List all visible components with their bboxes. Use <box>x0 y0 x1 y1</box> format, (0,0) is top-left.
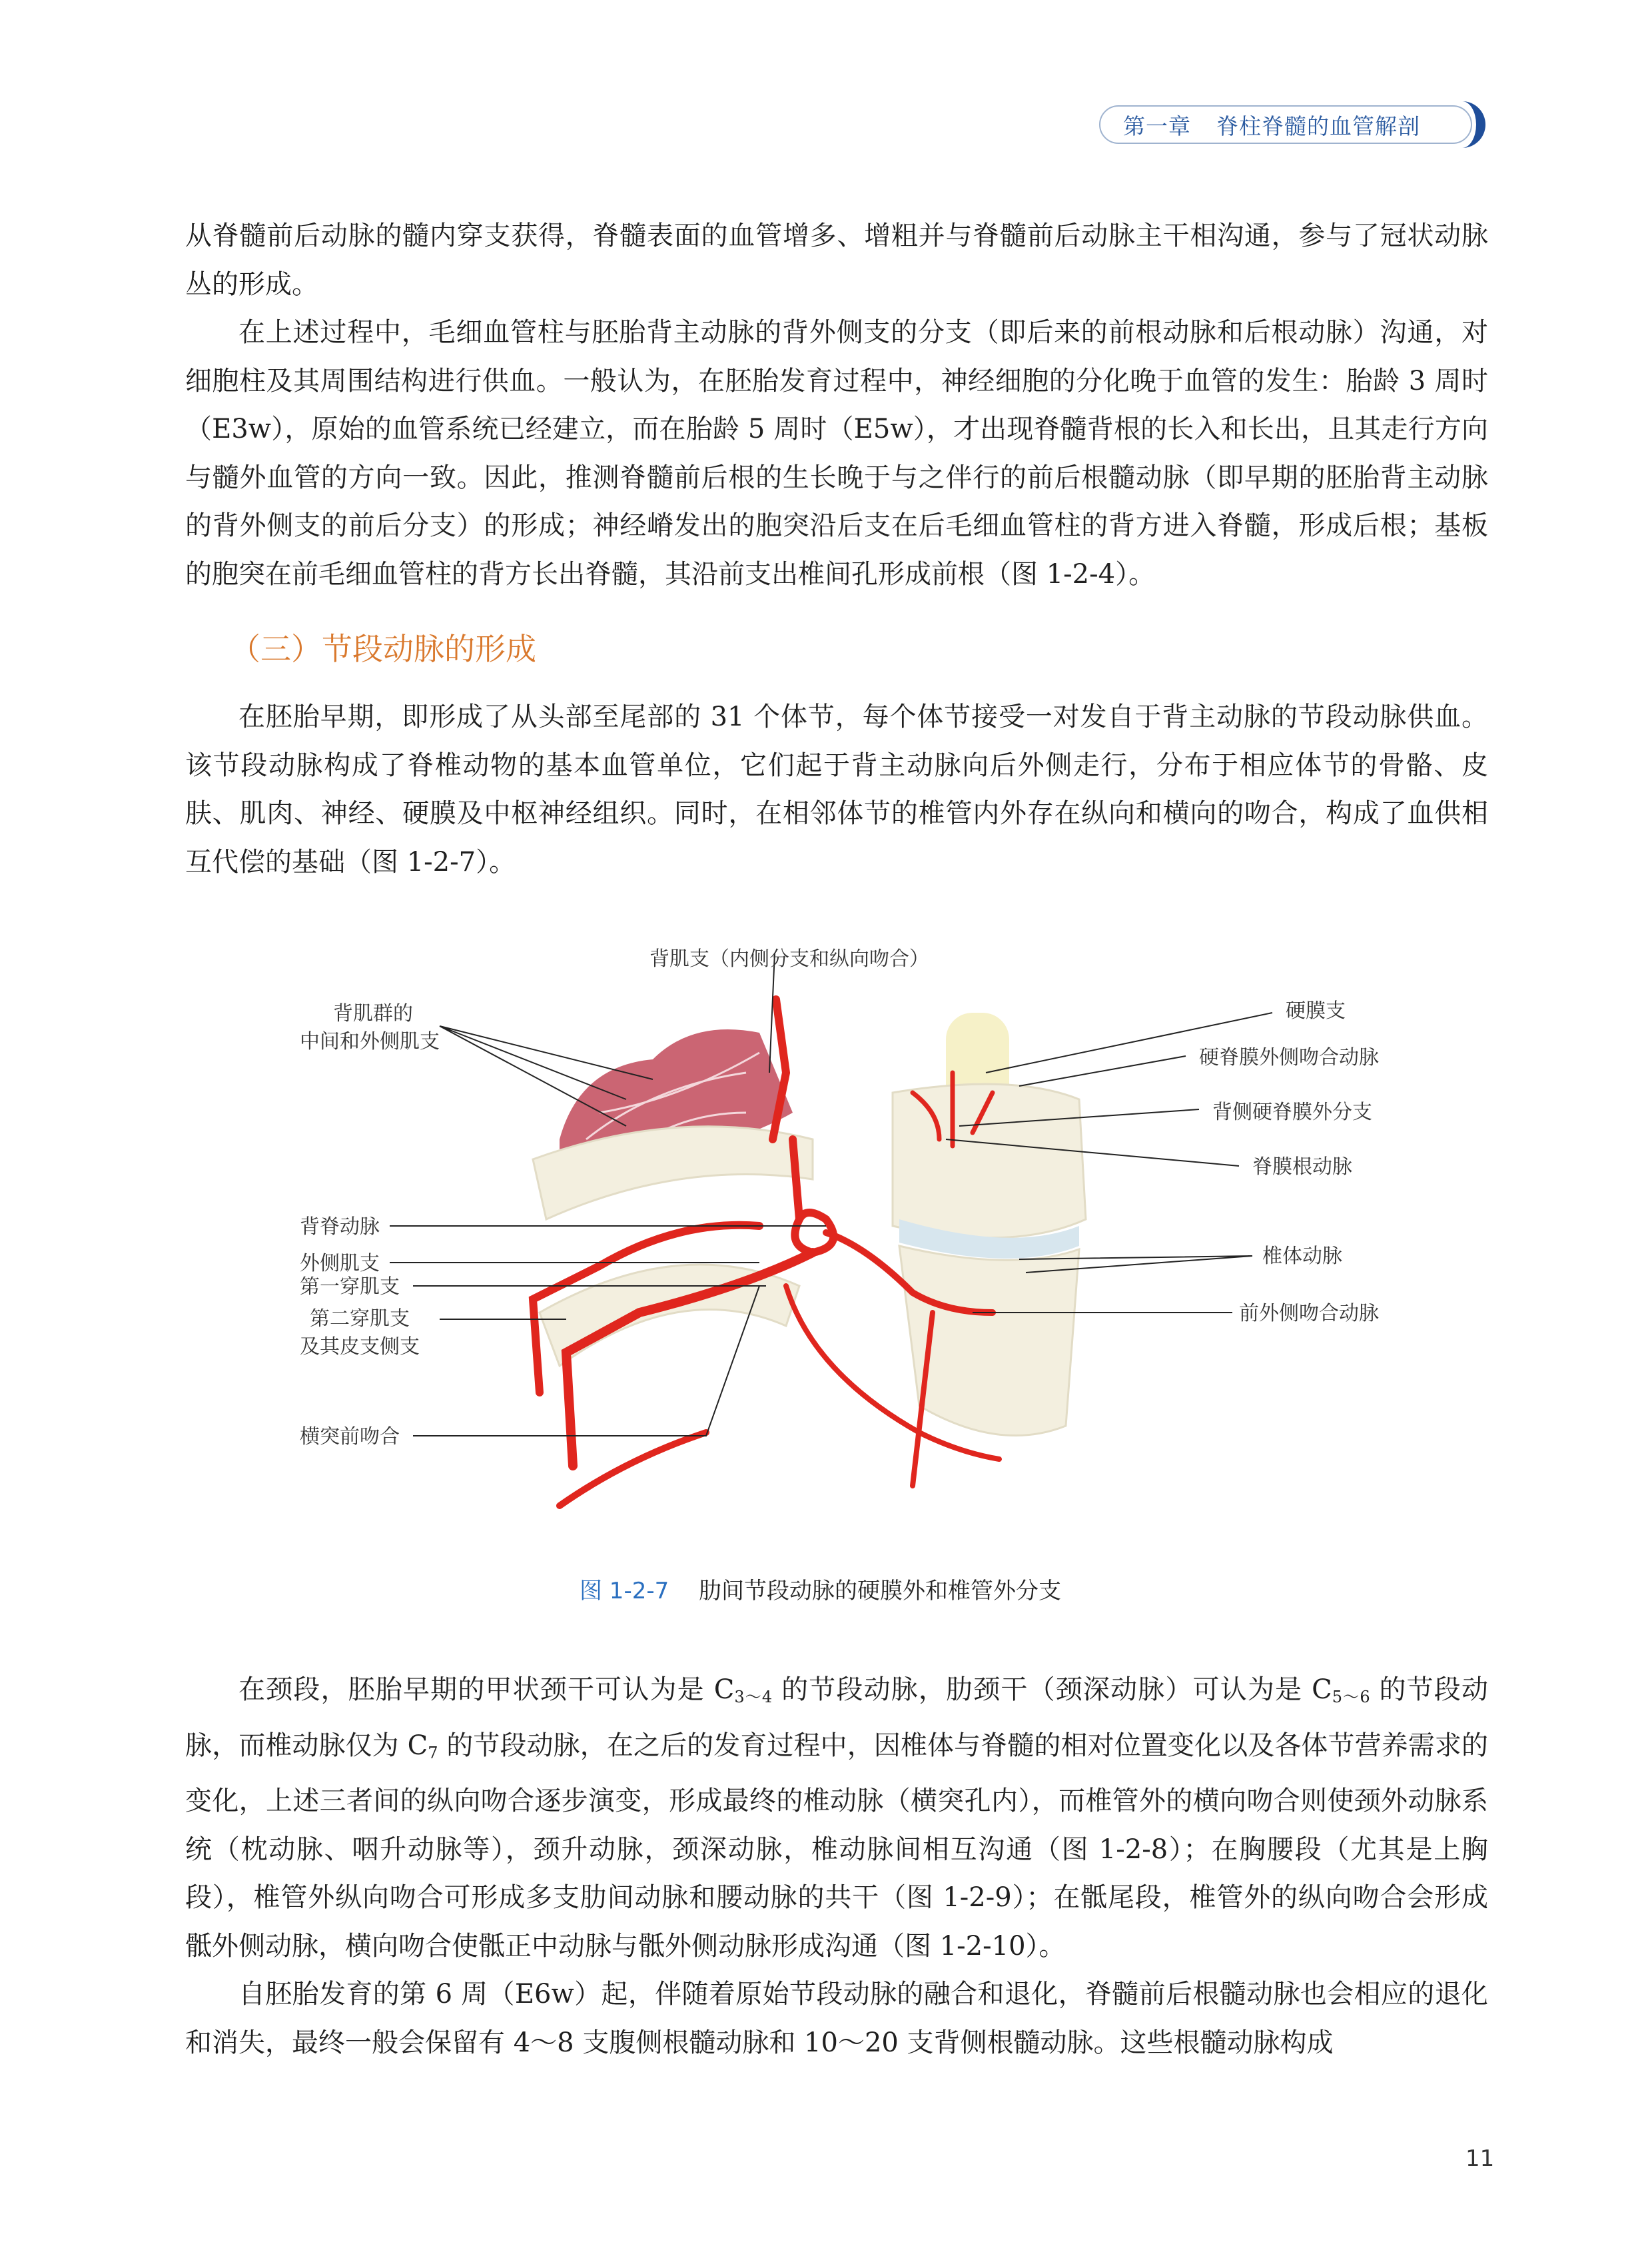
vertebral-body <box>899 1246 1079 1436</box>
label-dural-branch: 硬膜支 <box>1286 999 1346 1023</box>
anatomical-figure <box>280 939 1412 1539</box>
subscript: 5～6 <box>1332 1688 1370 1706</box>
paragraph <box>185 1666 1488 1970</box>
label-radiculomeningeal: 脊膜根动脉 <box>1252 1155 1352 1179</box>
body-text-bottom <box>185 1666 1488 2067</box>
dorsal-muscle-branch <box>773 999 786 1139</box>
label-muscle-group-2: 中间和外侧肌支 <box>300 1030 440 1053</box>
paragraph: 在胚胎早期，即形成了从头部至尾部的 31 个体节，每个体节接受一对发自于背主动脉的节段动脉供血。该节段动脉构成了脊椎动物的基本血管单位，它们起于背主动脉向后外侧走行，分布于相应体节的骨骼、皮肤、肌肉、神经、硬膜及中枢神经组织。同时，在相邻体节的椎管内外存在纵向和横向的吻合，构成了血供相互代偿的基础（图 1-2-7）。 <box>185 702 1488 877</box>
label-pretransverse: 横突前吻合 <box>300 1425 400 1448</box>
text-run: 的节段动脉，而椎动脉仅为 C <box>185 1674 1488 1761</box>
label-second-perforating-1: 第二穿肌支 <box>310 1307 410 1331</box>
paragraph: 自胚胎发育的第 6 周（E6w）起，伴随着原始节段动脉的融合和退化，脊髓前后根髓动脉也会相应的退化和消失，最终一般会保留有 4～8 支腹侧根髓动脉和 10～20 支背侧根髓动脉。这些根髓动脉构成 <box>185 1979 1488 2058</box>
label-muscle-group-1: 背肌群的 <box>333 1002 413 1025</box>
label-first-perforating: 第一穿肌支 <box>300 1275 400 1299</box>
section-heading: （三）节段动脉的形成 <box>230 631 536 667</box>
header-cap-decoration <box>1456 101 1485 148</box>
pretransverse-branch <box>560 1432 706 1506</box>
text-run: 的节段动脉，肋颈干（颈深动脉）可认为是 C <box>772 1674 1332 1705</box>
figure-caption-text: 肋间节段动脉的硬膜外和椎管外分支 <box>699 1578 1062 1604</box>
label-lateral-muscle: 外侧肌支 <box>300 1252 380 1275</box>
vertebral-body <box>893 1084 1086 1238</box>
label-dorsal-epidural: 背侧硬脊膜外分支 <box>1212 1101 1372 1124</box>
subscript: 7 <box>428 1743 438 1762</box>
text-run: 的节段动脉，在之后的发育过程中，因椎体与脊髓的相对位置变化以及各体节营养需求的变化，上述三者间的纵向吻合逐步演变，形成最终的椎动脉（横突孔内），而椎管外的横向吻合则使颈外动脉系统（枕动脉、咽升动脉等），颈升动脉，颈深动脉，椎动脉间相互沟通（图 1-2-8）；在胸腰段（尤其是上胸段），椎管外纵向吻合可形成多支肋间动脉和腰动脉的共干（图 1-2-9）；在骶尾段，椎管外的纵向吻合会形成骶外侧动脉，横向吻合使骶正中动脉与骶外侧动脉形成沟通（图 1-2-10）。 <box>185 1730 1488 1962</box>
body-text-section <box>185 693 1488 886</box>
paragraph: 在上述过程中，毛细血管柱与胚胎背主动脉的背外侧支的分支（即后来的前根动脉和后根动脉）沟通，对细胞柱及其周围结构进行供血。一般认为，在胚胎发育过程中，神经细胞的分化晚于血管的发生：胎龄 3 周时（E3w），原始的血管系统已经建立，而在胎龄 5 周时（E5w），才出现脊髓背根的长入和长出，且其走行方向与髓外血管的方向一致。因此，推测脊髓前后根的生长晚于与之伴行的前后根髓动脉（即早期的胚胎背主动脉的背外侧支的前后分支）的形成；神经嵴发出的胞突沿后支在后毛细血管柱的背方进入脊髓，形成后根；基板的胞突在前毛细血管柱的背方长出脊髓，其沿前支出椎间孔形成前根（图 1-2-4）。 <box>185 317 1488 590</box>
figure-number: 图 1-2-7 <box>580 1578 669 1604</box>
label-dorsal-spinal: 背脊动脉 <box>300 1215 380 1239</box>
text-run: 在颈段，胚胎早期的甲状颈干可认为是 C <box>238 1674 735 1705</box>
label-epidural-lateral: 硬脊膜外侧吻合动脉 <box>1199 1046 1379 1069</box>
body-text-top <box>185 212 1488 598</box>
chapter-number: 第一章 <box>1123 113 1191 139</box>
figure-illustration <box>280 939 1412 1539</box>
figure-caption <box>580 1572 1061 1605</box>
label-dorsal-muscle-branch: 背肌支（内侧分支和纵向吻合） <box>649 947 929 971</box>
label-anterolateral: 前外侧吻合动脉 <box>1239 1302 1379 1325</box>
label-second-perforating-2: 及其皮支侧支 <box>300 1335 420 1359</box>
subscript: 3～4 <box>734 1688 773 1706</box>
chapter-title: 脊柱脊髓的血管解剖 <box>1216 113 1420 139</box>
label-vertebral-body: 椎体动脉 <box>1262 1245 1342 1268</box>
paragraph: 从脊髓前后动脉的髓内穿支获得，脊髓表面的血管增多、增粗并与脊髓前后动脉主干相沟通，参与了冠状动脉丛的形成。 <box>185 221 1488 300</box>
chapter-header <box>1099 105 1472 144</box>
page-number: 11 <box>1465 2145 1495 2172</box>
